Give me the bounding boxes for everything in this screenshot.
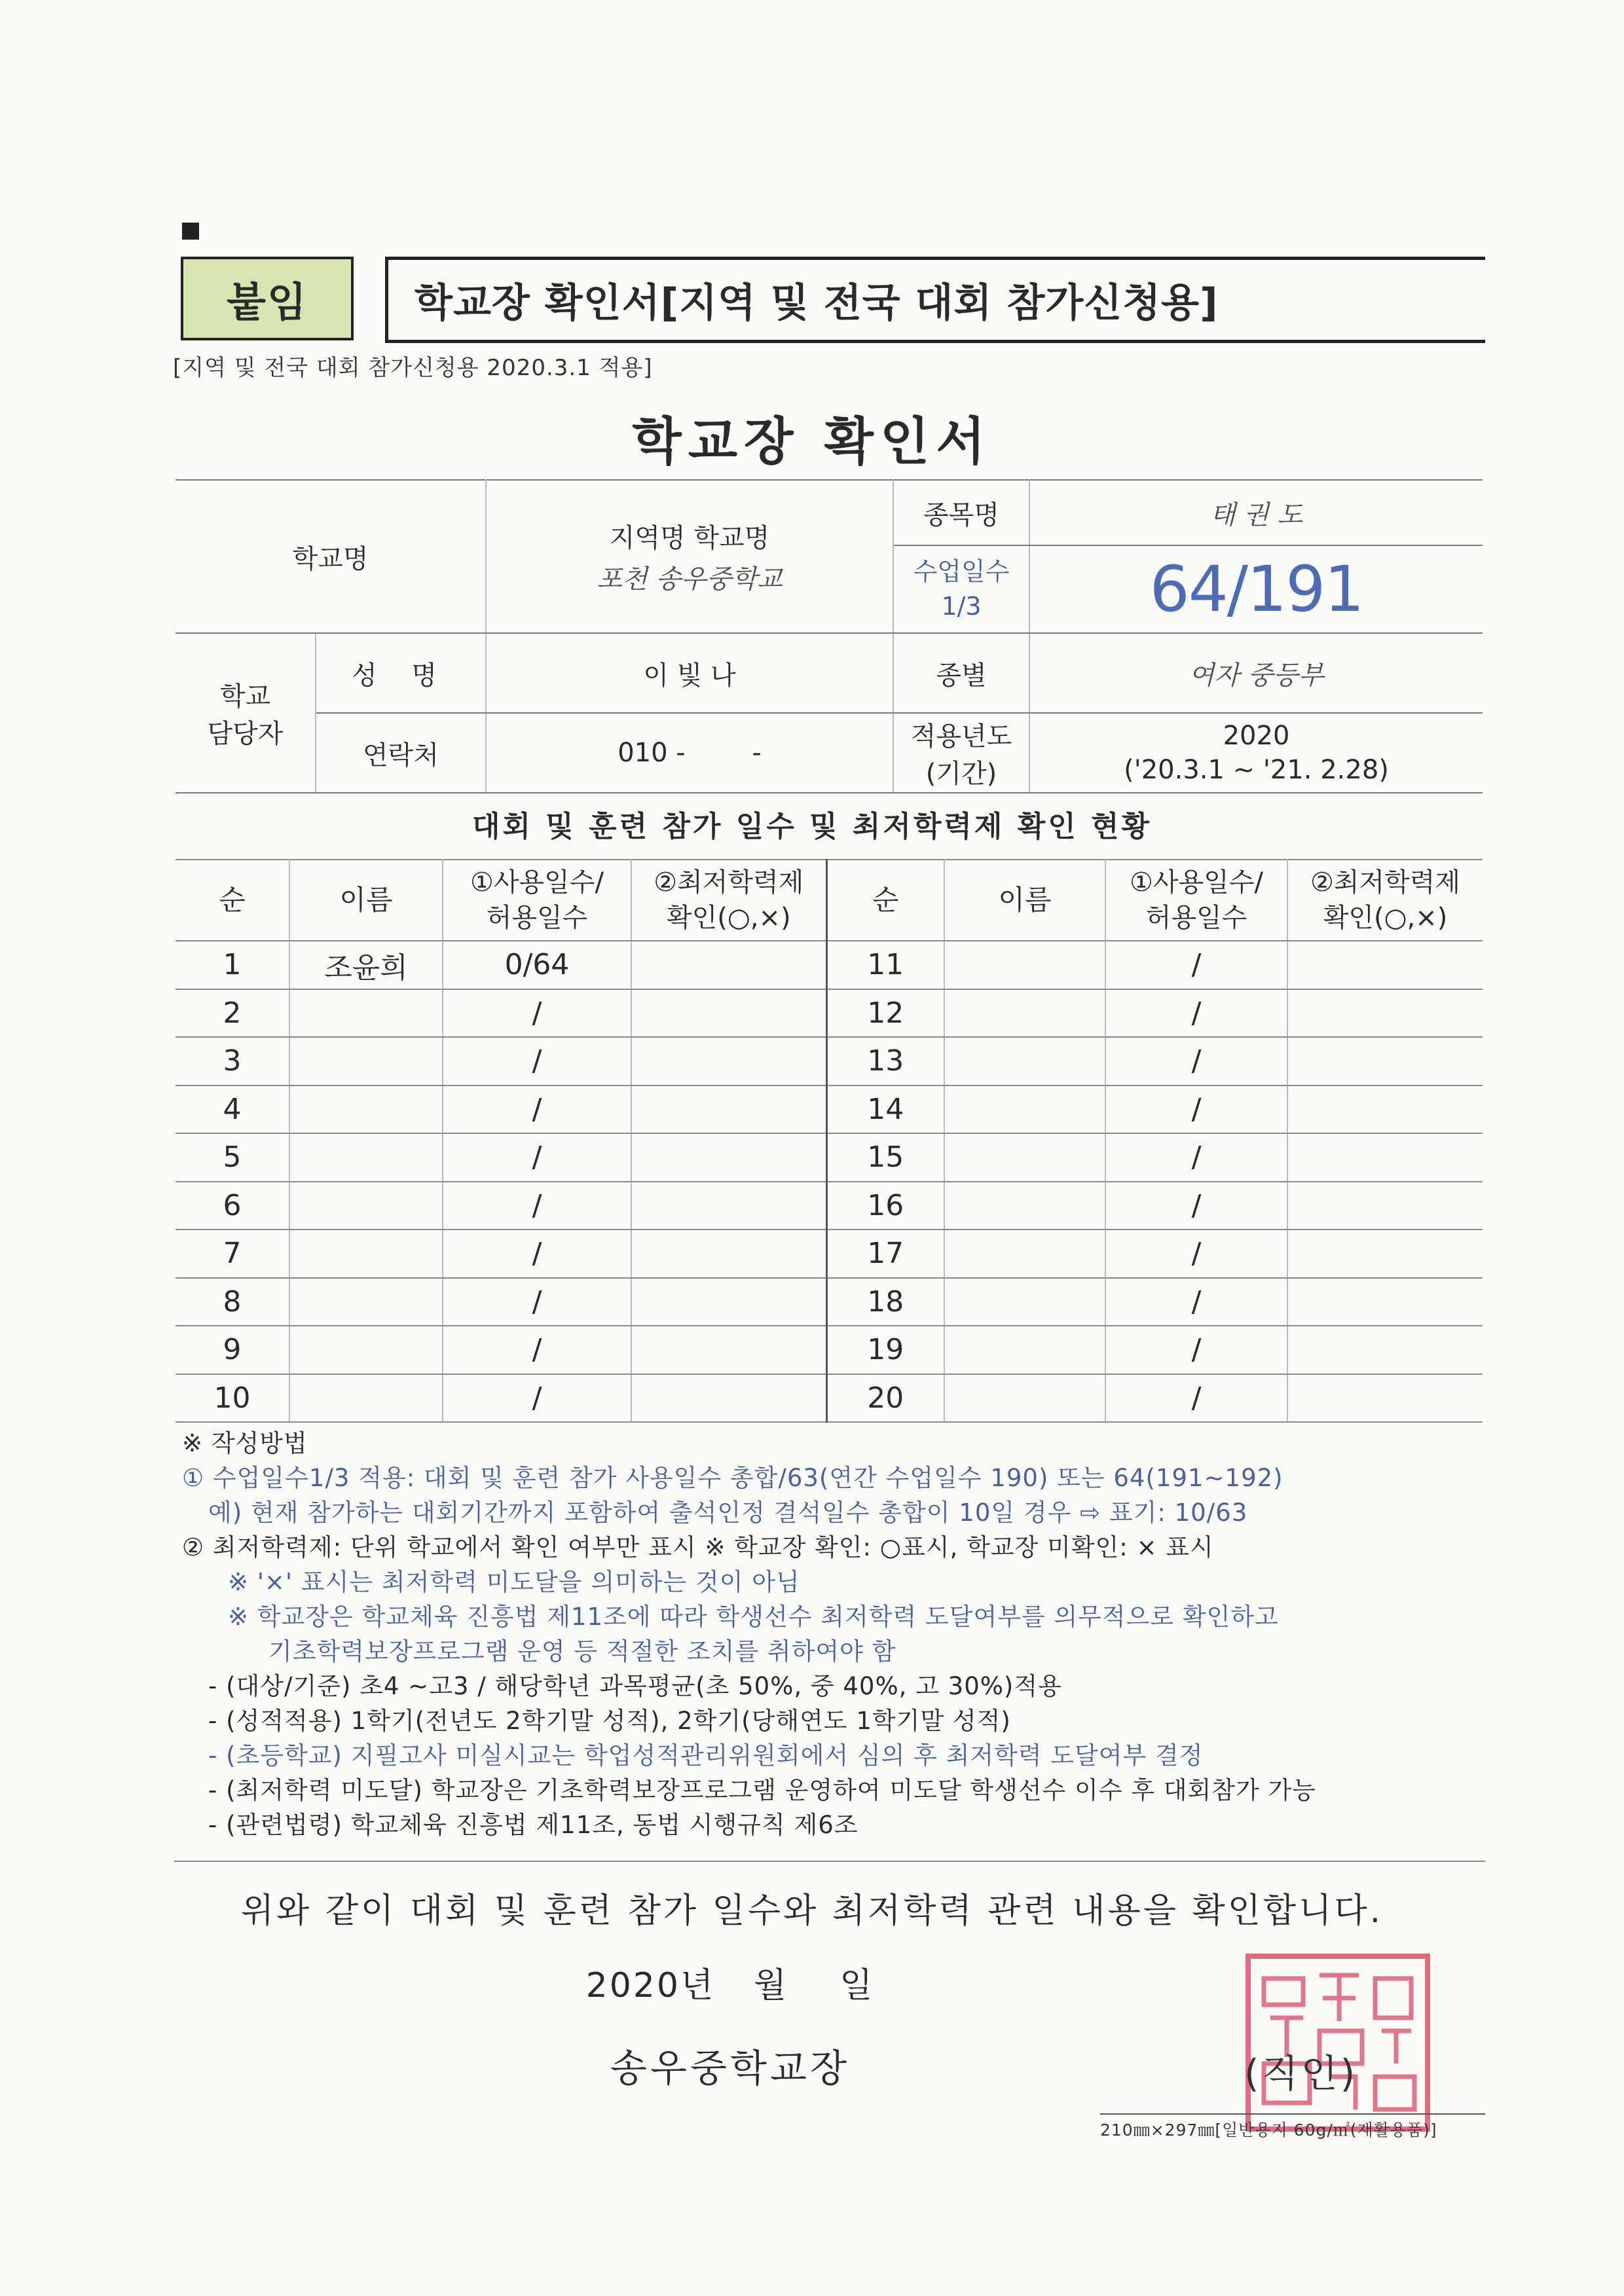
row-name [289,1278,443,1326]
confirmation-text: 위와 같이 대회 및 훈련 참가 일수와 최저학력 관련 내용을 확인합니다. [240,1891,1384,1931]
row-days-2: / [1105,989,1287,1038]
row-min-2 [1287,1278,1483,1326]
contact-label: 연락처 [316,713,486,793]
row-min [631,989,826,1038]
row-no: 1 [175,941,289,989]
divider [174,1861,1485,1862]
row-name [289,1037,443,1085]
attachment-label: 붙임 [181,257,354,340]
category-value: 여자 중등부 [1029,633,1483,713]
writing-instructions [182,1426,1485,1842]
row-days: / [443,1182,631,1230]
year-label-1: 적용년도 [910,721,1012,752]
row-name-2 [944,1182,1105,1230]
row-name [289,1182,443,1230]
row-min-2 [1287,1230,1483,1278]
col-days-header-line2: 허용일수 [486,903,588,933]
footer-divider [1100,2113,1485,2115]
row-min [631,1230,826,1278]
row-no: 9 [175,1326,289,1374]
sport-value: 태 권 도 [1029,480,1483,545]
row-min-2 [1287,989,1483,1038]
table-row [175,941,1483,989]
days-fraction: 1/3 [941,592,982,621]
note-line: ① 수업일수1/3 적용: 대회 및 훈련 참가 사용일수 총합/63(연간 수업일수 190) 또는 64(191~192) [182,1464,1283,1492]
row-no-2: 11 [826,941,944,989]
note-line: ※ 작성방법 [182,1429,308,1457]
row-name [289,1326,443,1374]
manager-label-2: 담당자 [207,719,284,749]
row-no-2: 16 [826,1182,944,1230]
row-name [289,1085,443,1134]
row-days-2: / [1105,1326,1287,1374]
row-min [631,1326,826,1374]
col-min-header-2 [1287,860,1483,941]
note-line: ※ '×' 표시는 최저학력 미도달을 의미하는 것이 아님 [228,1568,800,1596]
row-name-2 [944,1085,1105,1134]
note-line: - (관련법령) 학교체육 진흥법 제11조, 동법 시행규칙 제6조 [208,1811,858,1839]
year-label-2: (기간) [925,759,997,789]
table-row [175,1133,1483,1182]
row-days-2: / [1105,1278,1287,1326]
note-line: ※ 학교장은 학교체육 진흥법 제11조에 따라 학생선수 최저학력 도달여부를 의무적으로 확인하고 [228,1603,1279,1631]
col-min-header-2-line2: 확인(○,×) [1323,903,1448,933]
row-no: 10 [175,1374,289,1423]
col-min-header-2-line1: ②최저학력제 [1310,867,1461,898]
sub-note: [지역 및 전국 대회 참가신청용 2020.3.1 적용] [173,355,653,381]
row-min-2 [1287,1374,1483,1423]
row-name [289,1374,443,1423]
col-no-header: 순 [175,860,289,941]
row-min [631,1374,826,1423]
row-name [289,1230,443,1278]
row-days: / [443,1133,631,1182]
row-days-2: / [1105,941,1287,989]
school-value: 포천 송우중학교 [597,564,783,594]
row-min-2 [1287,941,1483,989]
row-no: 2 [175,989,289,1038]
row-days-2: / [1105,1037,1287,1085]
col-name-header-2: 이름 [944,860,1105,941]
note-line: ② 최저학력제: 단위 학교에서 확인 여부만 표시 ※ 학교장 확인: ○표시, 학교장 미확인: × 표시 [182,1533,1214,1561]
days-label-cell [893,545,1029,633]
note-line: - (성적적용) 1학기(전년도 2학기말 성적), 2학기(당해연도 1학기말 성적) [208,1707,1011,1735]
row-days: / [443,1326,631,1374]
info-table [175,479,1483,793]
section-title: 대회 및 훈련 참가 일수 및 최저학력제 확인 현황 [471,810,1153,843]
col-no-header-2: 순 [826,860,944,941]
row-no-2: 19 [826,1326,944,1374]
row-min [631,1278,826,1326]
contact-value: 010 - - [486,713,893,793]
col-min-header-line2: 확인(○,×) [666,903,791,933]
col-min-header-line1: ②최저학력제 [654,867,804,898]
row-min [631,1133,826,1182]
col-days-header-2 [1105,860,1287,941]
col-days-header-2-line1: ①사용일수/ [1130,867,1263,898]
row-name-2 [944,1278,1105,1326]
row-days: / [443,1230,631,1278]
row-days-2: / [1105,1085,1287,1134]
seal-mark-text: (직인) [1244,2051,1358,2096]
col-days-header-2-line2: 허용일수 [1145,903,1247,933]
signer-title: 송우중학교장 [610,2046,851,2090]
name-value: 이 빛 나 [486,633,893,713]
row-name [289,989,443,1038]
table-row [175,1278,1483,1326]
row-no: 7 [175,1230,289,1278]
table-row [175,1085,1483,1134]
row-name-2 [944,1230,1105,1278]
row-min-2 [1287,1133,1483,1182]
col-min-header [631,860,826,941]
row-no-2: 18 [826,1278,944,1326]
manager-label-1: 학교 [219,682,271,712]
row-no: 3 [175,1037,289,1085]
row-no-2: 13 [826,1037,944,1085]
row-no: 6 [175,1182,289,1230]
note-line: 예) 현재 참가하는 대회기간까지 포함하여 출석인정 결석일수 총합이 10일 경우 ⇨ 표기: 10/63 [208,1499,1248,1527]
row-name: 조윤희 [289,941,443,989]
participation-table [175,859,1483,1423]
col-days-header-line1: ①사용일수/ [470,867,604,898]
year-value: 2020 [1223,721,1290,751]
row-days-2: / [1105,1133,1287,1182]
table-row [175,1037,1483,1085]
row-days-2: / [1105,1182,1287,1230]
table-header-row [175,860,1483,941]
row-min-2 [1287,1085,1483,1134]
row-min-2 [1287,1182,1483,1230]
name-label: 성 명 [316,633,486,713]
row-min [631,941,826,989]
row-days: / [443,1374,631,1423]
year-label-cell [893,713,1029,793]
table-row [175,1374,1483,1423]
row-no: 5 [175,1133,289,1182]
row-no-2: 12 [826,989,944,1038]
row-days-2: / [1105,1374,1287,1423]
date-line: 2020년 월 일 [585,1966,875,2005]
row-name-2 [944,1133,1105,1182]
row-days: / [443,1278,631,1326]
row-no-2: 15 [826,1133,944,1182]
row-min [631,1085,826,1134]
note-line: - (최저학력 미도달) 학교장은 기초학력보장프로그램 운영하여 미도달 학생선수 이수 후 대회참가 가능 [208,1776,1317,1804]
row-name-2 [944,941,1105,989]
row-no-2: 17 [826,1230,944,1278]
period-value: ('20.3.1 ~ '21. 2.28) [1124,755,1389,785]
row-days-2: / [1105,1230,1287,1278]
row-name-2 [944,1374,1105,1423]
sport-label: 종목명 [893,480,1029,545]
col-days-header [443,860,631,941]
row-no-2: 14 [826,1085,944,1134]
note-line: 기초학력보장프로그램 운영 등 적절한 조치를 취하여야 함 [268,1637,896,1666]
row-no: 4 [175,1085,289,1134]
note-line: - (초등학교) 지필고사 미실시교는 학업성적관리위원회에서 심의 후 최저학력 도달여부 결정 [208,1741,1204,1770]
row-min [631,1037,826,1085]
row-no-2: 20 [826,1374,944,1423]
table-row [175,1230,1483,1278]
row-days: 0/64 [443,941,631,989]
school-label: 학교명 [175,480,486,633]
row-min-2 [1287,1326,1483,1374]
row-days: / [443,989,631,1038]
row-name [289,1133,443,1182]
row-min-2 [1287,1037,1483,1085]
table-row [175,989,1483,1038]
school-hint: 지역명 학교명 [609,523,770,553]
header-title: 학교장 확인서[지역 및 전국 대회 참가신청용] [385,257,1485,343]
row-days: / [443,1085,631,1134]
row-name-2 [944,989,1105,1038]
document-title: 학교장 확인서 [632,412,992,471]
row-min [631,1182,826,1230]
table-row [175,1326,1483,1374]
table-row [175,1182,1483,1230]
row-no: 8 [175,1278,289,1326]
paper-spec-footer: 210㎜×297㎜[일반용지 60g/㎡(재활용품)] [1100,2121,1437,2140]
note-line: - (대상/기준) 초4 ~고3 / 해당학년 과목평균(초 50%, 중 40%, 고 30%)적용 [208,1672,1062,1700]
manager-label-cell [175,633,316,793]
days-label: 수업일수 [913,556,1010,586]
category-label: 종별 [893,633,1029,713]
row-name-2 [944,1326,1105,1374]
bullet-square-icon [182,223,199,240]
col-name-header: 이름 [289,860,443,941]
school-cell [486,480,893,633]
days-value: 64/191 [1029,545,1483,633]
year-cell [1029,713,1483,793]
row-days: / [443,1037,631,1085]
row-name-2 [944,1037,1105,1085]
